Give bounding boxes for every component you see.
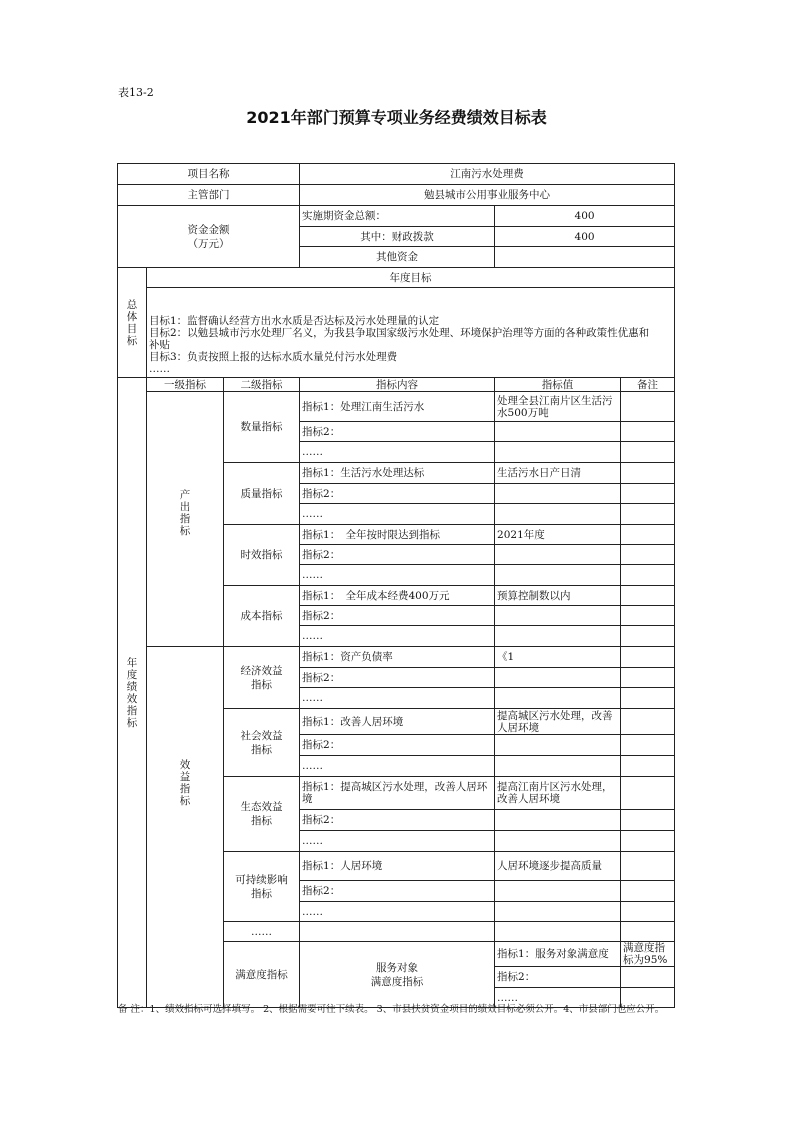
page-title: 2021年部门预算专项业务经费绩效目标表 <box>246 108 547 127</box>
indicator-remark <box>621 756 675 777</box>
cost-indicator: 成本指标 <box>224 586 300 647</box>
indicator-value: 《1 <box>495 647 621 668</box>
indicator-value: 预算控制数以内 <box>495 586 621 606</box>
indicator-content: 指标2： <box>300 545 495 565</box>
indicator-remark <box>621 777 675 810</box>
output-char: 出 <box>179 501 191 513</box>
indicator-row <box>118 392 675 422</box>
indicator-content: …… <box>300 565 495 586</box>
indicator-remark <box>621 626 675 647</box>
indicator-content: …… <box>300 504 495 525</box>
indicator-content: 指标2： <box>300 668 495 688</box>
group-name-line: 经济效益 <box>240 664 283 677</box>
indicator-content: 指标1： 全年成本经费400万元 <box>300 586 495 606</box>
indicator-remark <box>621 709 675 735</box>
funds-fiscal-value: 400 <box>495 227 675 247</box>
indicator-value <box>495 668 621 688</box>
indicator-value <box>495 565 621 586</box>
indicator-remark <box>621 484 675 504</box>
indicator-value <box>621 967 675 988</box>
side-char: 度 <box>126 668 138 681</box>
indicator-content: …… <box>300 831 495 852</box>
social-benefit-indicator <box>224 709 300 777</box>
group-name-line: 指标 <box>251 887 273 900</box>
indicator-value <box>495 831 621 852</box>
output-char: 指 <box>179 513 191 525</box>
indicator-remark <box>621 688 675 709</box>
group-name-line: 生态效益 <box>240 801 283 813</box>
overall-goal-char: 总 <box>126 298 138 311</box>
indicator-value: 生活污水日产日清 <box>495 463 621 484</box>
side-char: 绩 <box>126 680 138 693</box>
indicator-value <box>495 545 621 565</box>
indicator-content: 指标1：生活污水处理达标 <box>300 463 495 484</box>
indicator-remark <box>621 422 675 442</box>
indicator-value: 提高城区污水处理，改善人居环境 <box>495 709 621 735</box>
indicator-remark <box>621 735 675 756</box>
indicator-value <box>495 626 621 647</box>
side-char: 年 <box>126 656 138 669</box>
funds-label <box>118 206 300 268</box>
more-groups-placeholder: …… <box>224 922 300 942</box>
indicator-remark <box>621 852 675 881</box>
indicator-remark <box>621 442 675 463</box>
indicator-value <box>495 688 621 709</box>
indicator-content: 指标1： 全年按时限达到指标 <box>300 525 495 545</box>
funds-label-line1: 资金金额 <box>187 223 230 236</box>
group-name-line: 指标 <box>251 678 273 691</box>
header-level1: 一级指标 <box>147 378 224 392</box>
annual-goal-header: 年度目标 <box>147 268 675 288</box>
header-value: 指标值 <box>495 378 621 392</box>
indicator-value: 提高江南片区污水处理，改善人居环境 <box>495 777 621 810</box>
indicator-content: …… <box>300 902 495 922</box>
group-name-line: 指标 <box>251 743 273 756</box>
funds-row <box>118 206 675 227</box>
goal-line: 目标1：监督确认经营方出水水质是否达标及污水处理量的认定 <box>149 315 440 327</box>
group-name-line: 服务对象 <box>376 961 419 974</box>
indicator-value <box>495 902 621 922</box>
annual-performance-label <box>118 378 147 1008</box>
indicator-remark <box>621 810 675 831</box>
indicator-content: …… <box>300 756 495 777</box>
sustainable-impact-indicator <box>224 852 300 922</box>
funds-other-label: 其他资金 <box>300 247 495 268</box>
indicator-content: …… <box>300 688 495 709</box>
quality-indicator: 质量指标 <box>224 463 300 525</box>
indicator-content: 指标2： <box>300 810 495 831</box>
indicator-value: 2021年度 <box>495 525 621 545</box>
side-char: 标 <box>126 716 138 729</box>
overall-goal-char: 体 <box>126 310 138 323</box>
group-name-line: 可持续影响 <box>235 873 288 886</box>
funds-fiscal-label: 其中：财政拨款 <box>300 227 495 247</box>
output-char: 产 <box>179 489 191 501</box>
satisfaction-indicator-label: 满意度指标 <box>224 942 300 1008</box>
indicator-content: 指标1：服务对象满意度 <box>495 942 621 967</box>
indicator-remark <box>621 392 675 422</box>
indicator-remark <box>621 504 675 525</box>
effect-char: 益 <box>179 771 191 783</box>
header-content: 指标内容 <box>300 378 495 392</box>
goal-line: 目标3：负责按照上报的达标水质水量兑付污水处理费 <box>149 351 398 363</box>
project-name-value: 江南污水处理费 <box>300 164 675 185</box>
header-level2: 二级指标 <box>224 378 300 392</box>
department-value: 勉县城市公用事业服务中心 <box>300 185 675 206</box>
indicator-content: 指标2： <box>300 484 495 504</box>
department-row <box>118 185 675 206</box>
indicator-value <box>495 922 621 942</box>
indicator-value <box>495 422 621 442</box>
indicator-value <box>495 881 621 902</box>
indicator-value <box>495 735 621 756</box>
overall-goal-char: 标 <box>126 334 138 347</box>
indicator-remark <box>621 586 675 606</box>
indicator-content: 指标2： <box>300 881 495 902</box>
funds-total-label: 实施期资金总额： <box>300 206 495 227</box>
side-char: 效 <box>126 692 138 705</box>
annual-goal-content-row <box>118 288 675 378</box>
annual-goal-content <box>147 288 675 378</box>
group-name-line: 指标 <box>251 815 273 827</box>
indicator-content <box>300 922 495 942</box>
indicator-remark <box>621 668 675 688</box>
side-char: 指 <box>126 704 138 717</box>
indicator-remark <box>621 525 675 545</box>
indicator-remark <box>621 922 675 942</box>
effect-char: 指 <box>179 783 191 795</box>
indicator-header-row <box>118 378 675 392</box>
indicator-content: 指标1：提高城区污水处理，改善人居环境 <box>300 777 495 810</box>
project-name-label: 项目名称 <box>118 164 300 185</box>
project-name-row <box>118 164 675 185</box>
goal-line: 目标2：以勉县城市污水处理厂名义，为我县争取国家级污水处理、环境保护治理等方面的各种政策性优惠和 补贴 <box>149 327 671 351</box>
indicator-row <box>118 647 675 668</box>
ecological-benefit-indicator <box>224 777 300 852</box>
funds-total-value: 400 <box>495 206 675 227</box>
effect-indicator-label <box>147 647 224 1008</box>
indicator-remark <box>621 606 675 626</box>
effect-char: 效 <box>179 759 191 771</box>
indicator-remark <box>621 463 675 484</box>
output-char: 标 <box>179 525 191 537</box>
indicator-value <box>495 810 621 831</box>
indicator-content: …… <box>300 442 495 463</box>
performance-goal-table <box>117 163 675 1008</box>
indicator-content: …… <box>300 626 495 647</box>
indicator-remark <box>621 647 675 668</box>
overall-goal-label <box>118 268 147 378</box>
indicator-remark <box>621 902 675 922</box>
indicator-remark <box>621 831 675 852</box>
indicator-value <box>495 442 621 463</box>
indicator-remark <box>621 881 675 902</box>
overall-goal-char: 目 <box>126 322 138 335</box>
indicator-remark <box>621 545 675 565</box>
indicator-value <box>495 756 621 777</box>
indicator-value: 人居环境逐步提高质量 <box>495 852 621 881</box>
indicator-value <box>495 504 621 525</box>
department-label: 主管部门 <box>118 185 300 206</box>
goal-line: …… <box>149 363 170 375</box>
group-name-line: 社会效益 <box>240 729 283 742</box>
output-indicator-label <box>147 392 224 647</box>
funds-label-line2: （万元） <box>187 237 230 250</box>
indicator-content: 指标1：处理江南生活污水 <box>300 392 495 422</box>
funds-other-value <box>495 247 675 268</box>
indicator-value <box>495 484 621 504</box>
economic-benefit-indicator <box>224 647 300 709</box>
indicator-content: 指标1：改善人居环境 <box>300 709 495 735</box>
header-remark: 备注 <box>621 378 675 392</box>
indicator-value: 满意度指标为95% <box>621 942 675 967</box>
timeliness-indicator: 时效指标 <box>224 525 300 586</box>
indicator-content: 指标2： <box>300 422 495 442</box>
indicator-content: 指标2： <box>495 967 621 988</box>
indicator-value <box>495 606 621 626</box>
service-satisfaction-indicator <box>300 942 495 1008</box>
indicator-content: 指标1：人居环境 <box>300 852 495 881</box>
indicator-content: 指标2： <box>300 606 495 626</box>
indicator-content: 指标1：资产负债率 <box>300 647 495 668</box>
quantity-indicator: 数量指标 <box>224 392 300 463</box>
indicator-content: 指标2： <box>300 735 495 756</box>
indicator-value: 处理全县江南片区生活污水500万吨 <box>495 392 621 422</box>
table-number: 表13-2 <box>118 86 154 99</box>
indicator-content: …… <box>495 988 621 1008</box>
annual-goal-header-row <box>118 268 675 288</box>
effect-char: 标 <box>179 795 191 807</box>
indicator-remark <box>621 565 675 586</box>
group-name-line: 满意度指标 <box>370 975 424 988</box>
footnote: 备 注：1、绩效指标可选择填写。 2、根据需要可往下续表。 3、市县扶贫资金项目的绩效目标必须公开。4、市县部门也应公开。 <box>118 1004 665 1015</box>
